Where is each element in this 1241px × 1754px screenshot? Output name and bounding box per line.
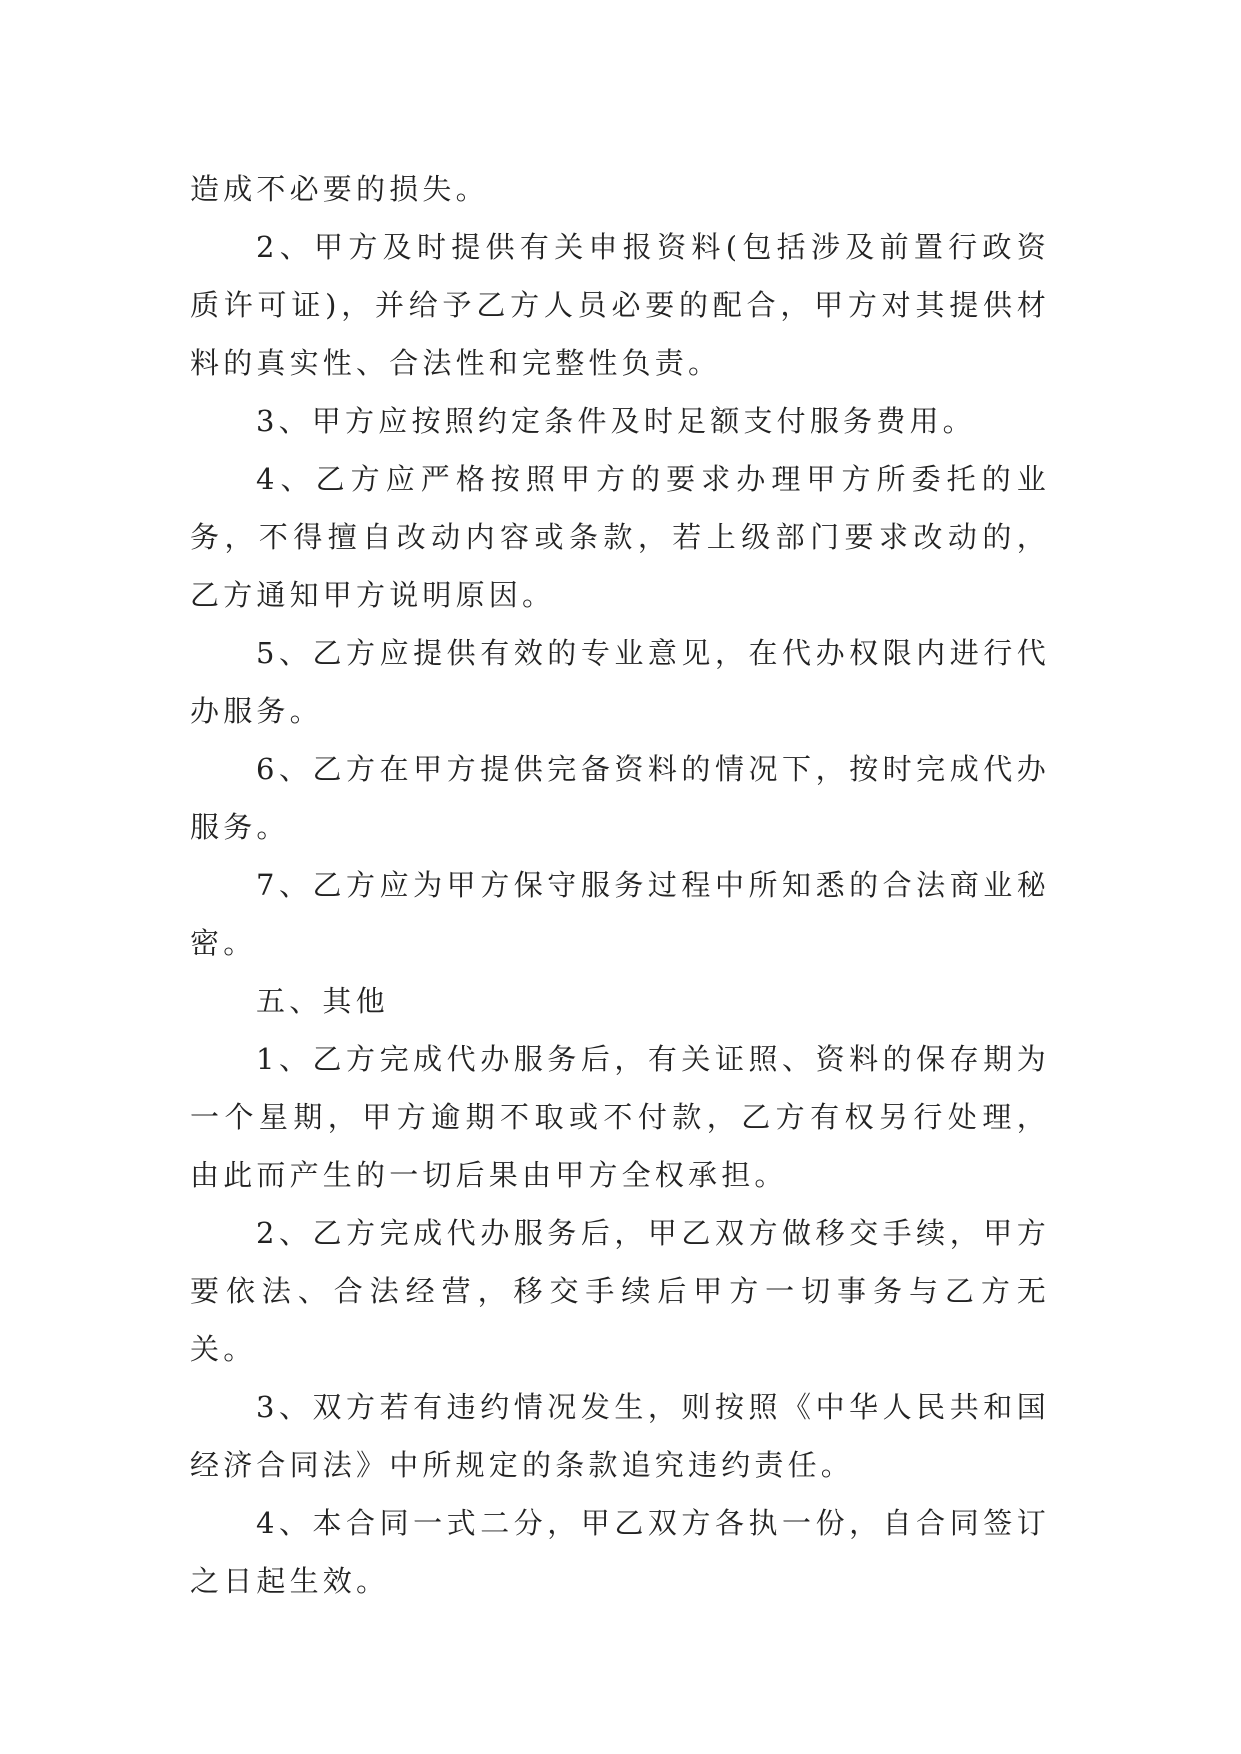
section-heading-other: 五、其他 bbox=[256, 984, 389, 1018]
paragraph-other-4-effective: 4、本合同一式二分，甲乙双方各执一份，自合同签订之日起生效。 bbox=[190, 1506, 1050, 1598]
paragraph-clause-3-payment: 3、甲方应按照约定条件及时足额支付服务费用。 bbox=[256, 404, 976, 438]
paragraph-clause-2-materials: 2、甲方及时提供有关申报资料(包括涉及前置行政资质许可证)，并给予乙方人员必要的配合，甲方对其提供材料的真实性、合法性和完整性负责。 bbox=[190, 230, 1050, 380]
paragraph-other-3-breach: 3、双方若有违约情况发生，则按照《中华人民共和国经济合同法》中所规定的条款追究违约责任。 bbox=[190, 1390, 1050, 1482]
paragraph-clause-7-confidentiality: 7、乙方应为甲方保守服务过程中所知悉的合法商业秘密。 bbox=[190, 868, 1050, 960]
paragraph-other-1-retention: 1、乙方完成代办服务后，有关证照、资料的保存期为一个星期，甲方逾期不取或不付款，乙方有权另行处理，由此而产生的一切后果由甲方全权承担。 bbox=[190, 1042, 1050, 1192]
paragraph-continuation: 造成不必要的损失。 bbox=[190, 172, 489, 206]
paragraph-clause-6-completion: 6、乙方在甲方提供完备资料的情况下，按时完成代办服务。 bbox=[190, 752, 1050, 844]
document-body bbox=[190, 160, 1050, 1610]
paragraph-clause-4-requirements: 4、乙方应严格按照甲方的要求办理甲方所委托的业务，不得擅自改动内容或条款，若上级部门要求改动的，乙方通知甲方说明原因。 bbox=[190, 462, 1050, 612]
paragraph-other-2-handover: 2、乙方完成代办服务后，甲乙双方做移交手续，甲方要依法、合法经营，移交手续后甲方一切事务与乙方无关。 bbox=[190, 1216, 1050, 1366]
paragraph-clause-5-advice: 5、乙方应提供有效的专业意见，在代办权限内进行代办服务。 bbox=[190, 636, 1050, 728]
